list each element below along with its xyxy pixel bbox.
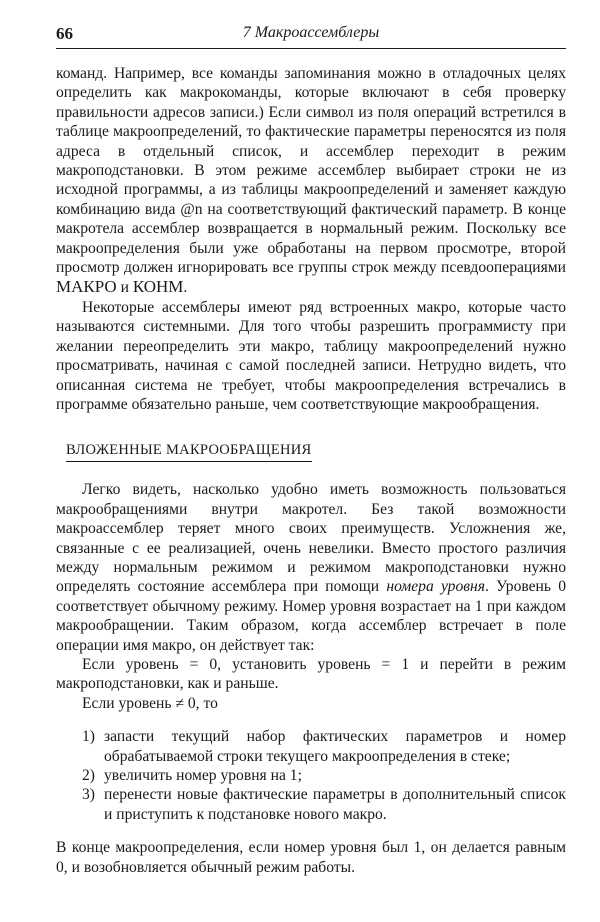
paragraph-2: Некоторые ассемблеры имеют ряд встроенных макро, которые часто называются системными. Для того чтобы разрешить программисту при желании переопределить эти макро, таблицу макроопределений нужно просматривать, начиная с самой последней записи. Нетрудно видеть, что описанная система не требует, чтобы макроопределения встречались в программе обязательно раньше, чем соответствующие макрообращения. <box>56 298 566 413</box>
paragraph-5: Если уровень ≠ 0, то <box>82 694 218 712</box>
page-header <box>56 22 566 50</box>
paragraph-3-text-b: . Уровень 0 соответствует обычному режиму. Номер уровня возрастает на 1 при каждом макрообращении. Таким образом, когда ассемблер встречает в поле операции имя макро, он действует так: <box>56 578 567 654</box>
period: . <box>183 279 188 297</box>
running-head: 7 Макроассемблеры <box>242 24 380 41</box>
steps-list <box>76 727 566 824</box>
term-level-number: номера уровня <box>386 578 486 596</box>
list-item-text: запасти текущий набор фактических параметров и номер обрабатываемой строки текущего макроопределения в стеке; <box>104 728 566 765</box>
list-item-number: 2) <box>82 767 95 784</box>
paragraph-3 <box>56 480 566 655</box>
list-item-number: 3) <box>82 786 95 804</box>
list-item <box>76 727 566 766</box>
paragraph-1-text: команд. Например, все команды запоминания можно в отладочных целях определить как макрокоманды, которые включают в себя проверку правильности адресов записи.) Если символ из поля операций встретился в таблице макроопределений, то фактические параметры переносятся из поля адреса в отдельный список, и ассемблер переходит в режим макроподстановки. В этом режиме ассемблер выбирает строки не из исходной программы, а из таблицы макроопределений и заменяет каждую комбинацию вида @n на соответствующий фактический параметр. В конце макротела ассемблер возвращается в нормальный режим. Поскольку все макроопределения были уже обработаны на первом просмотре, второй просмотр должен игнорировать все группы строк между псевдооперациями <box>56 65 566 277</box>
list-item-text: перенести новые фактические параметры в дополнительный список и приступить к подстановке нового макро. <box>104 786 566 823</box>
list-item <box>76 785 566 824</box>
paragraph-1 <box>56 64 566 298</box>
conjunction: и <box>116 279 133 297</box>
list-item-number: 1) <box>82 728 95 746</box>
list-item-text: увеличить номер уровня на 1; <box>104 767 302 784</box>
section-title: ВЛОЖЕННЫЕ МАКРООБРАЩЕНИЯ <box>66 442 312 462</box>
paragraph-4: Если уровень = 0, установить уровень = 1 и перейти в режим макроподстановки, как и раньше. <box>56 655 566 693</box>
keyword-konm: КОНМ <box>132 277 184 297</box>
paragraph-3-text-a: Легко видеть, насколько удобно иметь возможность пользоваться макрообращениями внутри макротел. Без такой возможности макроассемблер теряет много своих преимуществ. Усложнения же, связанные с ее реализацией, очень невелики. Вместо простого различия между нормальным режимом и режимом макроподстановки нужно определять состояние ассемблера при помощи <box>56 481 566 596</box>
page-number: 66 <box>56 24 73 43</box>
header-rule <box>56 48 566 49</box>
keyword-macro: МАКРО <box>56 277 117 297</box>
paragraph-6: В конце макроопределения, если номер уровня был 1, он делается равным 0, и возобновляется обычный режим работы. <box>56 839 566 876</box>
list-item <box>76 766 566 785</box>
page-body <box>56 64 566 877</box>
